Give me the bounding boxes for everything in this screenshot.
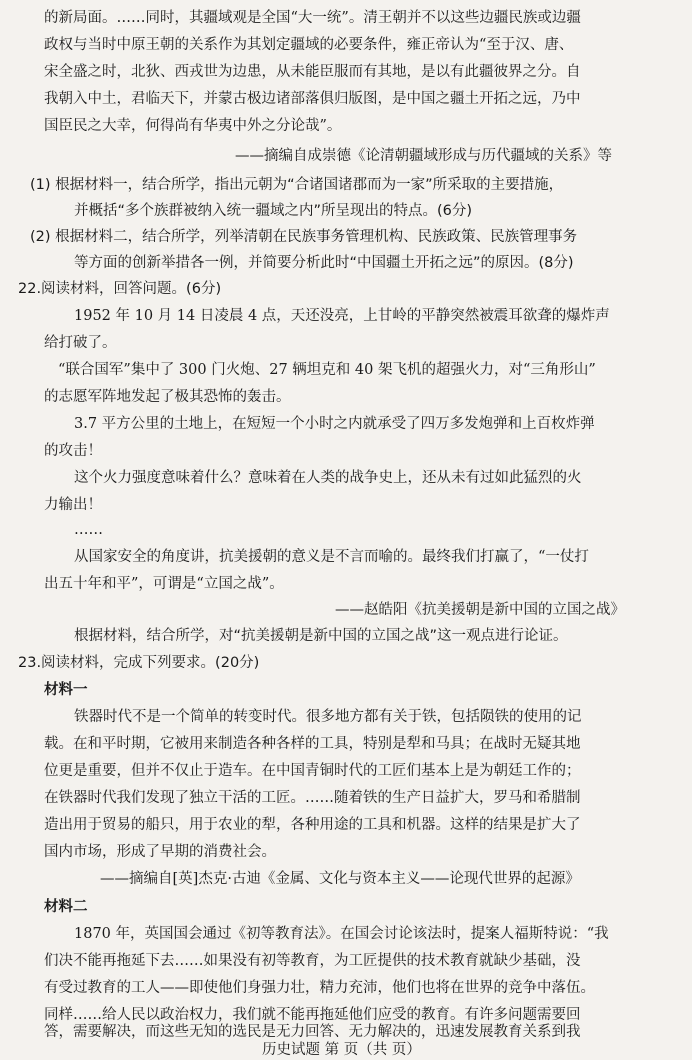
text-line: 答，需要解决，而这些无知的选民是无力回答、无力解决的，迅速发展教育关系到我 [44,1024,581,1040]
footer-text: 历史试题 第 页（共 页） [262,1042,421,1058]
text-line: 的攻击！ [44,443,102,459]
ellipsis: …… [74,522,103,538]
text-line: 这个火力强度意味着什么？意味着在人类的战争史上，还从未有过如此猛烈的火 [74,470,582,486]
question-1: (1) 根据材料一，结合所学，指出元朝为“合诸国诸郡而为一家”所采取的主要措施， [30,177,564,193]
text-line: 出五十年和平”，可谓是“立国之战”。 [44,576,284,592]
question-22-task: 根据材料，结合所学，对“抗美援朝是新中国的立国之战”这一观点进行论证。 [74,628,568,644]
text-line: 造出用于贸易的船只，用于农业的犁，各种用途的工具和机器。这样的结果是扩大了 [44,817,581,833]
material-2-label: 材料二 [44,899,88,915]
source-citation: ——摘编自成崇德《论清朝疆域形成与历代疆域的关系》等 [235,148,612,164]
text-line: 的志愿军阵地发起了极其恐怖的轰击。 [44,389,291,405]
text-line: 力输出！ [44,497,102,513]
question-23-heading: 23.阅读材料，完成下列要求。(20分) [18,655,260,671]
text-line: 国臣民之大幸，何得尚有华夷中外之分论哉”。 [44,118,342,134]
text-line: 在铁器时代我们发现了独立干活的工匠。……随着铁的生产日益扩大，罗马和希腊制 [44,790,581,806]
text-line: 1952 年 10 月 14 日凌晨 4 点，天还没亮，上甘岭的平静突然被震耳欲聋的爆炸声 [74,308,610,324]
material-1-label: 材料一 [44,682,88,698]
page-footer-cut [0,1038,692,1058]
text-line: 同样……给人民以政治权力，我们就不能再拖延他们应受的教育。有许多问题需要回 [44,1007,581,1023]
text-line: 1870 年，英国国会通过《初等教育法》。在国会讨论该法时，提案人福斯特说：“我 [74,926,609,942]
source-citation: ——赵皓阳《抗美援朝是新中国的立国之战》 [335,602,625,618]
text-line: 的新局面。……同时，其疆域观是全国“大一统”。清王朝并不以这些边疆民族或边疆 [44,10,581,26]
text-line: 位更是重要，但并不仅止于造车。在中国青铜时代的工匠们基本上是为朝廷工作的； [44,763,581,779]
question-22-heading: 22.阅读材料，回答问题。(6分) [18,281,222,297]
text-line: 有受过教育的工人——即使他们身强力壮，精力充沛，他们也将在世界的竞争中落伍。 [44,980,595,996]
text-line: “联合国军”集中了 300 门火炮、27 辆坦克和 40 架飞机的超强火力，对“三角形山” [58,362,596,378]
text-line: 3.7 平方公里的土地上，在短短一个小时之内就承受了四万多发炮弹和上百枚炸弹 [74,416,595,432]
question-2-cont: 等方面的创新举措各一例，并简要分析此时“中国疆土开拓之远”的原因。(8分) [74,255,574,271]
text-line: 从国家安全的角度讲，抗美援朝的意义是不言而喻的。最终我们打赢了，“一仗打 [74,549,589,565]
text-line: 宋全盛之时，北狄、西戎世为边患，从未能臣服而有其地，是以有此疆彼界之分。自 [44,64,581,80]
text-line: 铁器时代不是一个简单的转变时代。很多地方都有关于铁，包括陨铁的使用的记 [74,709,582,725]
text-line: 我朝入中土，君临天下，并蒙古极边诸部落俱归版图，是中国之疆土开拓之远，乃中 [44,91,581,107]
text-line: 们决不能再拖延下去……如果没有初等教育，为工匠提供的技术教育就缺少基础，没 [44,953,581,969]
text-line: 政权与当时中原王朝的关系作为其划定疆域的必要条件，雍正帝认为“至于汉、唐、 [44,37,574,53]
text-line: 给打破了。 [44,335,117,351]
question-1-cont: 并概括“多个族群被纳入统一疆域之内”所呈现出的特点。(6分) [74,203,473,219]
question-2: (2) 根据材料二，结合所学，列举清朝在民族事务管理机构、民族政策、民族管理事务 [30,229,578,245]
text-line: 载。在和平时期，它被用来制造各种各样的工具，特别是犁和马具；在战时无疑其地 [44,736,581,752]
text-line: 国内市场，形成了早期的消费社会。 [44,844,276,860]
source-citation: ——摘编自[英]杰克·古迪《金属、文化与资本主义——论现代世界的起源》 [100,871,580,887]
